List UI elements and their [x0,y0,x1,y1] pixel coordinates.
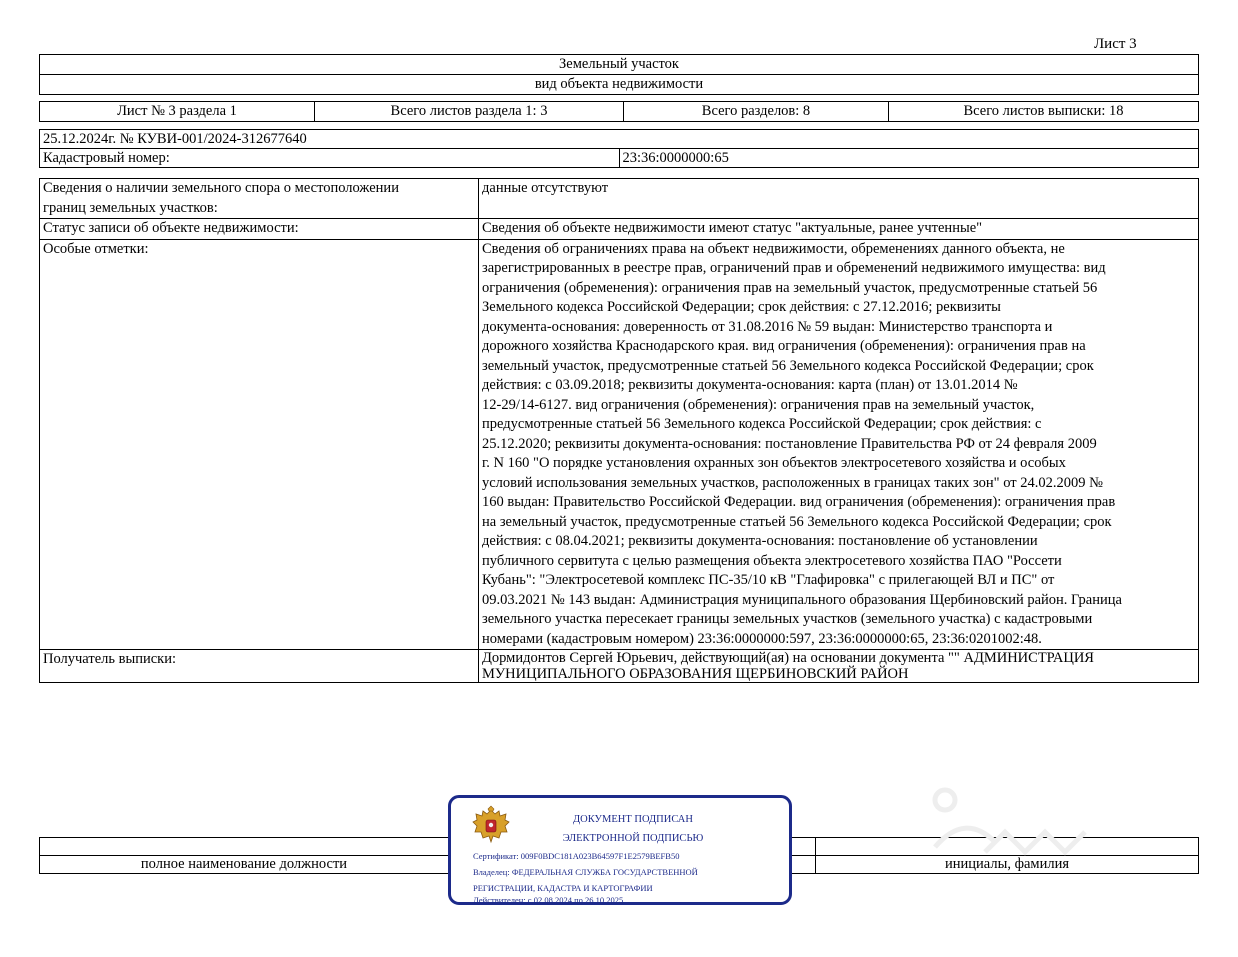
status-value: Сведения об объекте недвижимости имеют статус "актуальные, ранее учтенные" [479,219,1199,240]
stamp-title-line1: ДОКУМЕНТ ПОДПИСАН [573,814,693,825]
cadastral-number-label: Кадастровый номер: [40,149,620,168]
recipient-value: Дормидонтов Сергей Юрьевич, действующий(ая) на основании документа "" АДМИНИСТРАЦИЯ МУНИЦИПАЛЬНОГО ОБРАЗОВАНИЯ ЩЕРБИНОВСКИЙ РАЙОН [479,650,1199,683]
cadastral-number-value: 23:36:0000000:65 [619,149,1199,168]
stamp-owner-line1: Владелец: ФЕДЕРАЛЬНАЯ СЛУЖБА ГОСУДАРСТВЕННОЙ [473,867,698,877]
object-header-table [39,54,1199,95]
special-notes-row [40,239,1199,650]
stamp-validity: Действителен: с 02.08.2024 по 26.10.2025 [473,895,624,905]
object-name: Земельный участок [40,55,1199,75]
recipient-row [40,650,1199,683]
document-id-table [39,129,1199,168]
coat-of-arms-emblem [472,805,510,845]
object-type-caption: вид объекта недвижимости [40,75,1199,95]
status-row [40,219,1199,240]
electronic-signature-stamp [448,795,792,905]
sheets-info-table [39,101,1199,122]
dispute-row [40,179,1199,219]
signature-position-blank [40,838,449,856]
stamp-certificate: Сертификат: 009F0BDC181A023B64597F1E2579BEFB50 [473,851,680,861]
total-sheets-extract: Всего листов выписки: 18 [889,102,1199,122]
status-label: Статус записи об объекте недвижимости: [40,219,479,240]
sheet-number: Лист 3 [1094,36,1137,52]
dispute-label: Сведения о наличии земельного спора о местоположении границ земельных участков: [40,179,479,219]
total-sections: Всего разделов: 8 [624,102,889,122]
special-notes-value: Сведения об ограничениях права на объект недвижимости, обременениях данного объекта, не зарегистрированных в реестре прав, ограничений прав и обременений недвижимого имущества: вид ограничения (обременения): ограничения прав на земельный участок, предусмотренные статьей 56 Земельного кодекса Российской Федерации; срок действия: с 27.12.2016; реквизиты документа-основания: доверенность от 31.08.2016 № 59 выдан: Министерство транспорта и дорожного хозяйства Краснодарского края. вид ограничения (обременения): ограничения прав на земельный участок, предусмотренные статьей 56 Земельного кодекса Российской Федерации; срок действия: с 03.09.2018; реквизиты документа-основания: карта (план) от 13.01.2014 № 12-29/14-6127. вид ограничения (обременения): ограничения прав на земельный участок, предусмотренные статьей 56 Земельного кодекса Российской Федерации; срок действия: с 25.12.2020; реквизиты документа-основания: постановление Правительства РФ от 24 февраля 2009 г. N 160 "О порядке установления охранных зон объектов электросетевого хозяйства и особых условий использования земельных участков, расположенных в границах таких зон" от 24.02.2009 № 160 выдан: Правительство Российской Федерации. вид ограничения (обременения): ограничения прав на земельный участок, предусмотренные статьей 56 Земельного кодекса Российской Федерации; срок действия: с 08.04.2021; реквизиты документа-основания: постановление об установлении публичного сервитута с целью размещения объекта электросетевого хозяйства ПАО "Россети Кубань": "Электросетевой комплекс ПС-35/10 кВ "Глафировка" с прилегающей ВЛ и ПС" от 09.03.2021 № 143 выдан: Администрация муниципального образования Щербиновский район. Граница земельного участка пересекает границы земельных участков (земельного участка) с кадастровыми номерами (кадастровым номером) 23:36:0000000:597, 23:36:0000000:65, 23:36:0201002:48. [479,239,1199,650]
total-sheets-section: Всего листов раздела 1: 3 [315,102,624,122]
details-table [39,178,1199,683]
special-notes-label: Особые отметки: [40,239,479,650]
sheet-of-section: Лист № 3 раздела 1 [40,102,315,122]
document-id: 25.12.2024г. № КУВИ-001/2024-312677640 [40,130,1199,149]
dispute-value: данные отсутствуют [479,179,1199,219]
watermark-logo [925,782,1105,872]
stamp-title-line2: ЭЛЕКТРОННОЙ ПОДПИСЬЮ [562,833,704,844]
stamp-owner-line2: РЕГИСТРАЦИИ, КАДАСТРА И КАРТОГРАФИИ [473,883,653,893]
name-caption: инициалы, фамилия [816,856,1199,874]
recipient-label: Получатель выписки: [40,650,479,683]
position-caption: полное наименование должности [40,856,449,874]
